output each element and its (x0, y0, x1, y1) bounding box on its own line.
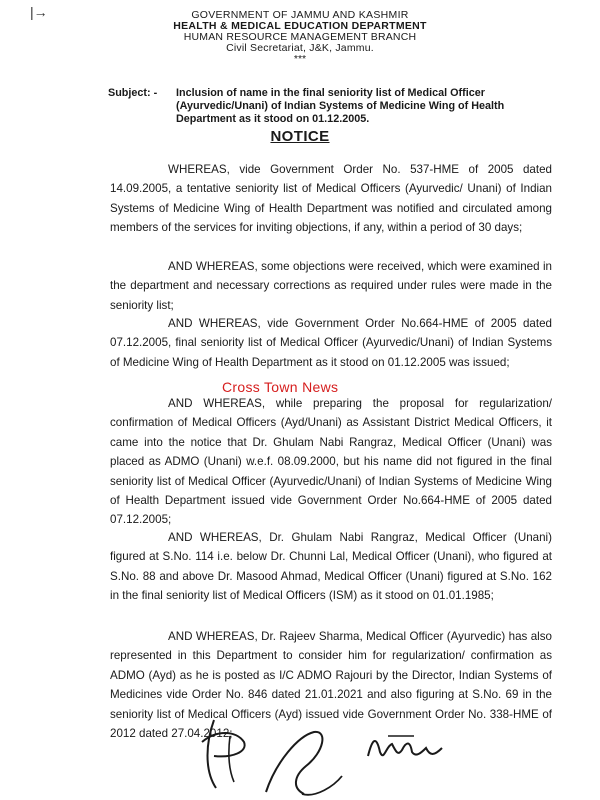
paragraph-1: WHEREAS, vide Government Order No. 537-HME of 2005 dated 14.09.2005, a tentative seniority list of Medical Officers (Ayurvedic/ Unani) of Indian Systems of Medicine Wing of Health Department was notified and circulated among members of the services for inviting objections, if any, within a period of 30 days; (110, 163, 552, 235)
notice-title: NOTICE (270, 128, 330, 145)
department-name: HEALTH & MEDICAL EDUCATION DEPARTMENT (173, 20, 427, 32)
signature-scrawl (258, 722, 348, 800)
address: Civil Secretariat, J&K, Jammu. (226, 42, 374, 54)
signature-nitu (362, 722, 452, 770)
subject-label: Subject: - (108, 87, 158, 99)
subject-block (108, 87, 548, 126)
letterhead (0, 10, 600, 65)
paragraph-6: AND WHEREAS, Dr. Rajeev Sharma, Medical Officer (Ayurvedic) has also represented in this Department to consider him for regularization/ confirmation as ADMO (Ayd) as he is posted as I/C ADMO Rajouri by the Director, Indian Systems of Medicines vide Order No. 846 dated 21.01.2021 and also figuring at S.No. 69 in the seniority list of Medical Officers (Ayd) issued vide Government Order No. 338-HME of 2012 dated 27.04.2012; (110, 630, 552, 741)
government-name: GOVERNMENT OF JAMMU AND KASHMIR (191, 9, 409, 21)
margin-mark: |→ (30, 4, 48, 20)
paragraph-3: AND WHEREAS, vide Government Order No.664-HME of 2005 dated 07.12.2005, final seniority list of Medical Officer (Ayurvedic/Unani) of Indian Systems of Medicine Wing of Health Department as it stood on 01.12.2005 was issued; (110, 317, 552, 369)
subject-text: Inclusion of name in the final seniority list of Medical Officer (Ayurvedic/Unani) of Indian Systems of Medicine Wing of Health Department as it stood on 01.12.2005. (176, 87, 505, 125)
separator-stars: *** (293, 53, 307, 65)
signature-initials (192, 712, 262, 794)
watermark: Cross Town News (222, 379, 339, 395)
paragraph-5: AND WHEREAS, Dr. Ghulam Nabi Rangraz, Medical Officer (Unani) figured at S.No. 114 i.e. below Dr. Chunni Lal, Medical Officer (Unani), who figured at S.No. 88 and above Dr. Masood Ahmad, Medical Officer (Unani) figured at S.No. 162 in the final seniority list of Medical Officers (ISM) as it stood on 01.01.1985; (110, 531, 552, 603)
branch-name: HUMAN RESOURCE MANAGEMENT BRANCH (183, 31, 417, 43)
paragraph-2: AND WHEREAS, some objections were received, which were examined in the department and necessary corrections as required under rules were made in the seniority list; (110, 260, 552, 312)
paragraph-4: AND WHEREAS, while preparing the proposal for regularization/ confirmation of Medical Officers (Ayd/Unani) as Assistant District Medical Officers, it came into the notice that Dr. Ghulam Nabi Rangraz, Medical Officer (Unani) was placed as ADMO (Unani) w.e.f. 08.09.2000, but his name did not figured in the final seniority list of Medical Officer (Ayurvedic/Unani) of Indian Systems of Medicine Wing of Health Department issued vide Government Order No.664-HME of 2005 dated 07.12.2005; (110, 397, 552, 527)
